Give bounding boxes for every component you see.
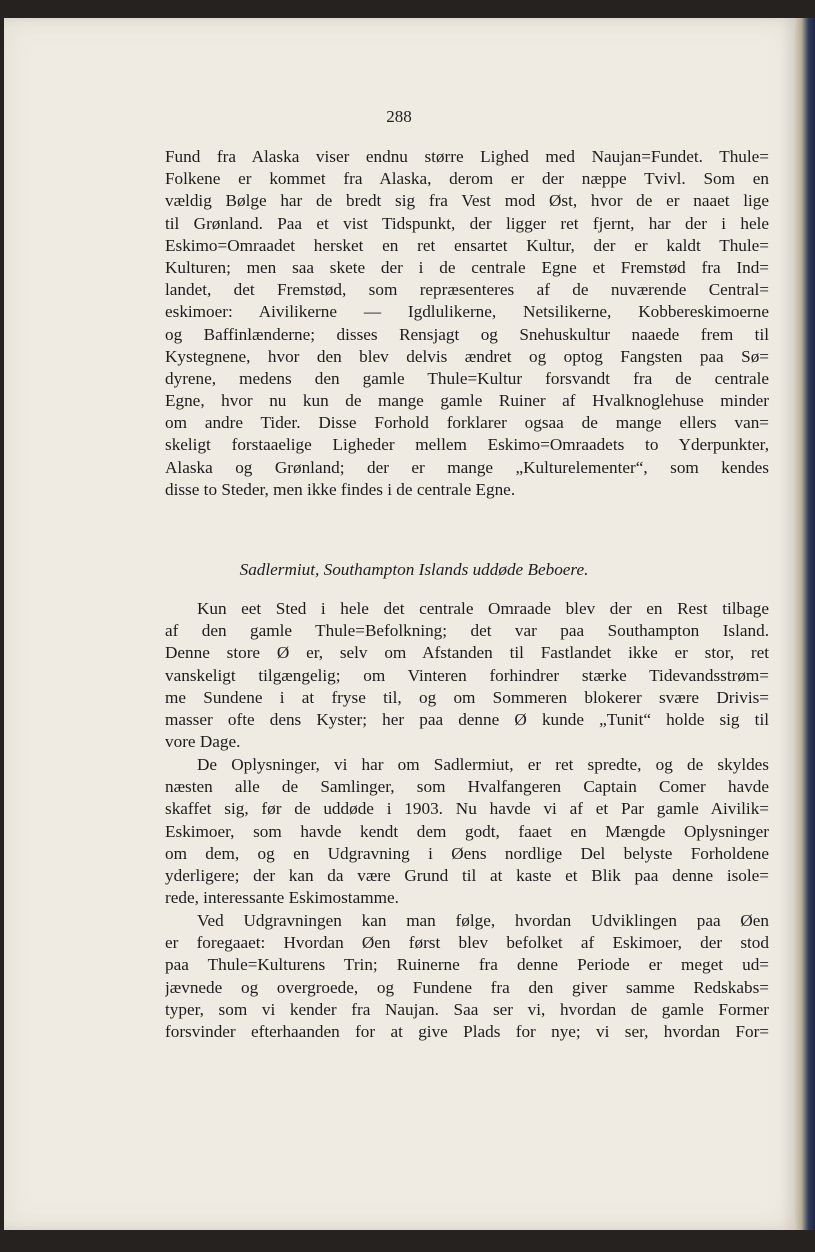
text-line: Alaska og Grønland; der er mange „Kulturelementer“, som kendes <box>165 457 769 477</box>
text-line: vore Dage. <box>165 732 241 752</box>
paragraph-3 <box>165 754 769 909</box>
text-line: landet, det Fremstød, som repræsenteres af de nuværende Central= <box>165 280 769 300</box>
text-line: om dem, og en Udgravning i Øens nordlige Del belyste Forholdene <box>165 843 769 863</box>
text-line: De Oplysninger, vi har om Sadlermiut, er ret spredte, og de skyldes <box>197 755 769 774</box>
text-line: næsten alle de Samlinger, som Hvalfangeren Captain Comer havde <box>165 777 769 797</box>
text-line: me Sundene i at fryse til, og om Sommeren blokerer svære Drivis= <box>165 687 769 707</box>
text-line: Kystegnene, hvor den blev delvis ændret og optog Fangsten paa Sø= <box>165 346 769 366</box>
text-line: Ved Udgravningen kan man følge, hvordan Udviklingen paa Øen <box>197 911 769 930</box>
text-line: skaffet sig, før de uddøde i 1903. Nu havde vi af et Par gamle Aivilik= <box>165 799 769 819</box>
text-line: Folkene er kommet fra Alaska, derom er der næppe Tvivl. Som en <box>165 169 769 189</box>
text-line: yderligere; der kan da være Grund til at kaste et Blik paa denne isole= <box>165 865 769 885</box>
text-line: rede, interessante Eskimostamme. <box>165 888 399 908</box>
text-line: vældig Bølge har de bredt sig fra Vest mod Øst, hvor de er naaet lige <box>165 191 769 211</box>
text-line: er foregaaet: Hvordan Øen først blev befolket af Eskimoer, der stod <box>165 933 769 953</box>
text-line: typer, som vi kender fra Naujan. Saa ser vi, hvordan de gamle Former <box>165 999 769 1019</box>
text-line: paa Thule=Kulturens Trin; Ruinerne fra denne Periode er meget ud= <box>165 955 769 975</box>
text-line: Fund fra Alaska viser endnu større Lighed med Naujan=Fundet. Thule= <box>165 147 769 166</box>
section-heading: Sadlermiut, Southampton Islands uddøde Beboere. <box>239 560 589 579</box>
text-line: dyrene, medens den gamle Thule=Kultur forsvandt fra de centrale <box>165 368 769 388</box>
text-line: af den gamle Thule=Befolkning; det var paa Southampton Island. <box>165 621 769 641</box>
text-line: Egne, hvor nu kun de mange gamle Ruiner af Hvalknoglehuse minder <box>165 391 769 411</box>
text-line: til Grønland. Paa et vist Tidspunkt, der ligger ret fjernt, har der i hele <box>165 213 769 233</box>
text-line: vanskeligt tilgængelig; om Vinteren forhindrer stærke Tidevandsstrøm= <box>165 665 769 685</box>
text-line: forsvinder efterhaanden for at give Plads for nye; vi ser, hvordan For= <box>165 1021 769 1041</box>
text-line: Denne store Ø er, selv om Afstanden til Fastlandet ikke er stor, ret <box>165 643 769 663</box>
text-line: og Baffinlænderne; disses Rensjagt og Snehuskultur naaede frem til <box>165 324 769 344</box>
text-line: disse to Steder, men ikke findes i de centrale Egne. <box>165 479 516 499</box>
text-line: eskimoer: Aivilikerne — Igdlulikerne, Netsilikerne, Kobbereskimoerne <box>165 302 769 322</box>
book-binding-edge <box>794 18 815 1230</box>
text-line: jævnede og overgroede, og Fundene fra den giver samme Redskabs= <box>165 977 769 997</box>
paragraph-4 <box>165 910 769 1043</box>
page-number: 288 <box>386 107 412 126</box>
paragraph-1 <box>165 146 769 501</box>
text-line: masser ofte dens Kyster; her paa denne Ø kunde „Tunit“ holde sig til <box>165 709 769 729</box>
text-line: Kun eet Sted i hele det centrale Omraade blev der en Rest tilbage <box>197 599 769 618</box>
text-line: Kulturen; men saa skete der i de centrale Egne et Fremstød fra Ind= <box>165 257 769 277</box>
text-line: Eskimoer, som havde kendt dem godt, faaet en Mængde Oplysninger <box>165 821 769 841</box>
text-line: Eskimo=Omraadet hersket en ret ensartet Kultur, der er kaldt Thule= <box>165 235 769 255</box>
book-page <box>4 18 794 1230</box>
paragraph-2 <box>165 598 769 753</box>
text-line: skeligt forstaaelige Ligheder mellem Eskimo=Omraadets to Yderpunkter, <box>165 435 769 455</box>
text-line: om andre Tider. Disse Forhold forklarer ogsaa de mange ellers van= <box>165 413 769 433</box>
